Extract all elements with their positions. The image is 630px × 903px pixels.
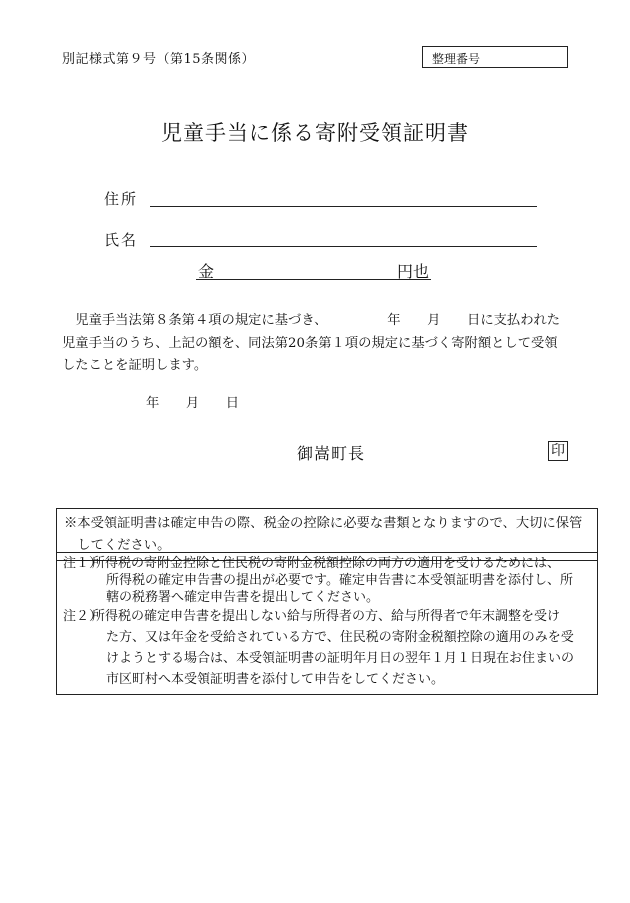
amount-field-line[interactable] bbox=[196, 279, 431, 280]
notice-line: ※本受領証明書は確定申告の際、税金の控除に必要な書類となりますので、大切に保管 bbox=[64, 516, 583, 531]
paragraph-line: 児童手当法第８条第４項の規定に基づき、 年 月 日に支払われた bbox=[62, 313, 561, 328]
certification-paragraph bbox=[62, 310, 572, 378]
note-1-line: 轄の税務署へ確定申告書を提出してください。 bbox=[106, 590, 380, 605]
notes-box bbox=[56, 552, 598, 695]
document-title: 児童手当に係る寄附受領証明書 bbox=[161, 121, 469, 145]
form-number: 別記様式第９号（第15条関係） bbox=[62, 52, 256, 67]
paragraph-line: したことを証明します。 bbox=[62, 358, 208, 373]
notice-line: してください。 bbox=[64, 537, 171, 553]
note-2-label: 注２） bbox=[63, 609, 103, 624]
note-2-line: た方、又は年金を受給されている方で、住民税の寄附金税額控除の適用のみを受 bbox=[106, 630, 574, 645]
issuer-title: 御嵩町長 bbox=[297, 444, 366, 463]
note-1-line: 所得税の確定申告書の提出が必要です。確定申告書に本受領証明書を添付し、所 bbox=[106, 573, 573, 588]
name-field-line[interactable] bbox=[150, 246, 537, 247]
name-label: 氏名 bbox=[104, 231, 139, 249]
note-2-line: 市区町村へ本受領証明書を添付して申告をしてください。 bbox=[106, 672, 445, 687]
amount-suffix: 円也 bbox=[397, 262, 430, 281]
reference-number-box[interactable] bbox=[422, 46, 568, 68]
note-2-line: 所得税の確定申告書を提出しない給与所得者の方、給与所得者で年末調整を受け bbox=[92, 609, 561, 624]
issue-date: 年 月 日 bbox=[146, 396, 240, 411]
address-label: 住所 bbox=[104, 190, 139, 208]
note-2-line: けようとする場合は、本受領証明書の証明年月日の翌年１月１日現在お住まいの bbox=[106, 651, 575, 666]
seal-mark: 印 bbox=[548, 441, 568, 461]
note-1-label: 注１） bbox=[63, 556, 103, 571]
reference-number-label: 整理番号 bbox=[432, 52, 481, 66]
address-field-line[interactable] bbox=[150, 206, 537, 207]
note-1-line: 所得税の寄附金控除と住民税の寄附金税額控除の両方の適用を受けるためには、 bbox=[92, 556, 561, 571]
paragraph-line: 児童手当のうち、上記の額を、同法第20条第１項の規定に基づく寄附額として受領 bbox=[62, 335, 558, 351]
amount-prefix: 金 bbox=[198, 262, 215, 281]
